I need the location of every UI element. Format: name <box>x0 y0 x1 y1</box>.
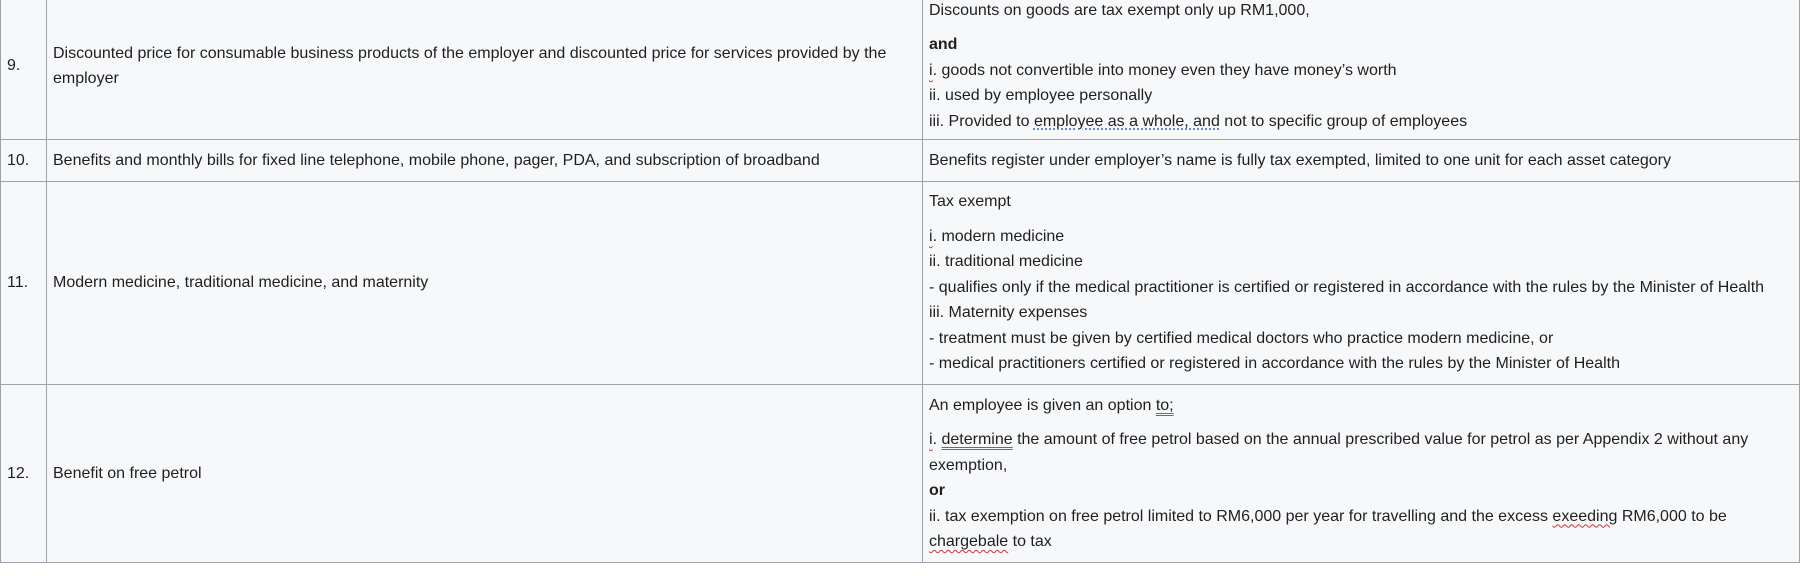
benefit-description: Benefits and monthly bills for fixed line telephone, mobile phone, pager, PDA, and subscription of broadband <box>47 140 923 182</box>
row-number: 11. <box>1 182 47 385</box>
detail-note: - qualifies only if the medical practitioner is certified or registered in accordance with the rules by the Minister of Health <box>929 278 1765 296</box>
table-row <box>1 385 1800 563</box>
grammar-flag: employee as a whole, and <box>1033 112 1220 130</box>
table-row <box>1 0 1800 140</box>
spelling-flag: i <box>929 227 933 245</box>
detail-text: ii. tax exemption on free petrol limited to RM6,000 per year for travelling and the excess <box>929 507 1553 525</box>
detail-text: the amount of free petrol based on the annual prescribed value for petrol as per Appendix 2 without any exemption, <box>929 431 1749 474</box>
detail-point: ii. traditional medicine <box>929 253 1083 271</box>
table-row <box>1 182 1800 385</box>
detail-note: - treatment must be given by certified medical doctors who practice modern medicine, or <box>929 329 1554 347</box>
spelling-flag: chargebale <box>929 533 1009 550</box>
detail-text: . goods not convertible into money even they have money’s worth <box>932 61 1397 79</box>
row-number: 12. <box>1 385 47 563</box>
benefit-description: Discounted price for consumable business products of the employer and discounted price for services provided by the employer <box>47 0 923 140</box>
benefit-description: Benefit on free petrol <box>47 385 923 563</box>
detail-note: - medical practitioners certified or registered in accordance with the rules by the Minister of Health <box>929 355 1620 373</box>
spelling-flag: exeeding <box>1552 507 1618 525</box>
exemption-details <box>923 385 1800 563</box>
detail-text: iii. Provided to <box>929 112 1034 130</box>
detail-text: An employee is given an option <box>929 396 1156 414</box>
detail-intro <box>929 393 1793 419</box>
detail-text: to tax <box>1008 533 1052 550</box>
grammar-flag: to; <box>1155 396 1174 414</box>
detail-point <box>929 427 1793 478</box>
detail-point <box>929 224 1793 250</box>
table-row <box>1 140 1800 182</box>
detail-text: RM6,000 to be <box>1617 507 1727 525</box>
row-number: 9. <box>1 0 47 140</box>
exemption-details: Benefits register under employer’s name is fully tax exempted, limited to one unit for each asset category <box>923 140 1800 182</box>
spelling-flag: i <box>929 61 933 79</box>
exemption-details <box>923 0 1800 140</box>
detail-intro: Tax exempt <box>929 193 1011 211</box>
exemption-details <box>923 182 1800 385</box>
detail-point <box>929 504 1793 555</box>
detail-point: ii. used by employee personally <box>929 87 1153 105</box>
spelling-flag: i <box>929 431 933 448</box>
detail-point <box>929 58 1793 84</box>
detail-intro: Discounts on goods are tax exempt only up RM1,000, <box>929 1 1310 19</box>
grammar-flag: determine <box>941 431 1013 448</box>
detail-point: iii. Maternity expenses <box>929 304 1088 322</box>
benefit-description: Modern medicine, traditional medicine, and maternity <box>47 182 923 385</box>
detail-text: . modern medicine <box>932 227 1065 245</box>
detail-connector: and <box>929 36 958 54</box>
row-number: 10. <box>1 140 47 182</box>
detail-text: . <box>932 431 938 448</box>
detail-point <box>929 109 1793 135</box>
detail-text: not to specific group of employees <box>1219 112 1468 130</box>
detail-connector: or <box>929 482 945 499</box>
